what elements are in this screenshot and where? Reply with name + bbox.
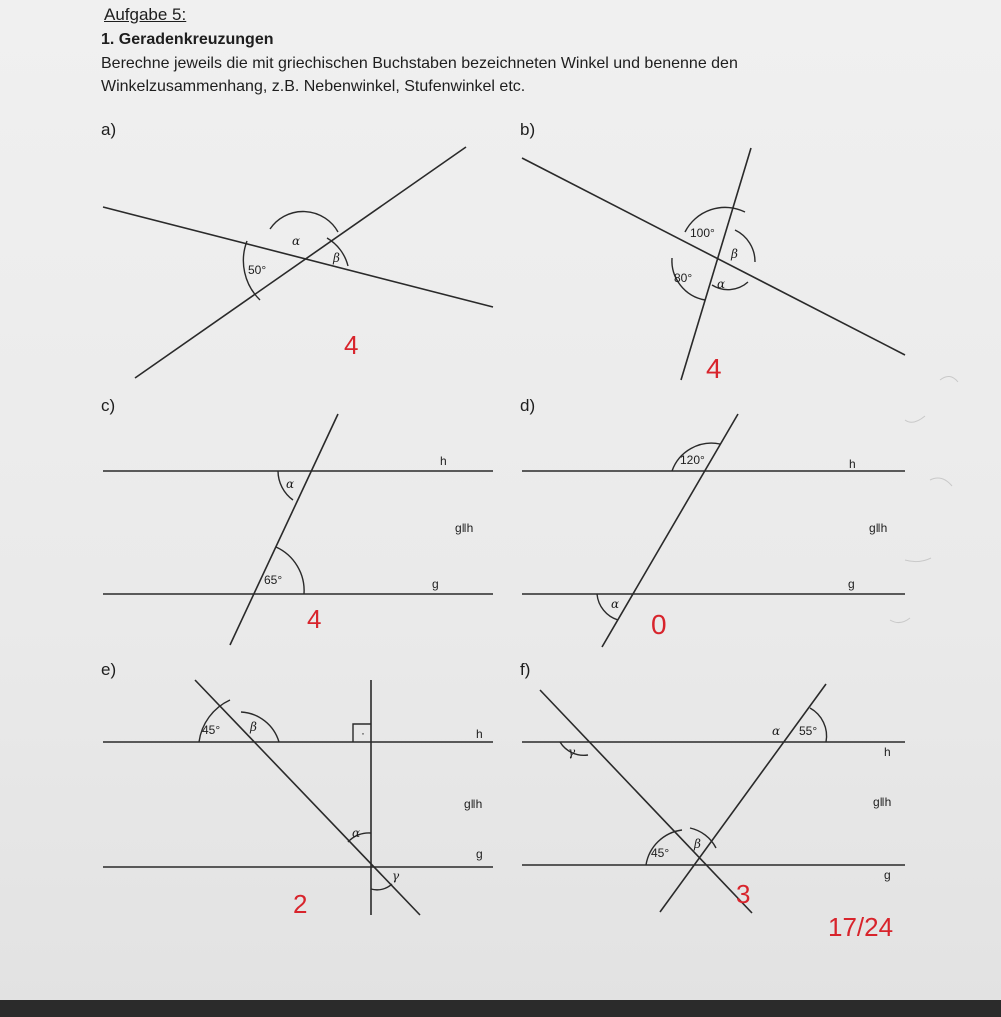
label-c-g: g: [432, 577, 439, 591]
part-d-label: d): [520, 396, 536, 415]
label-d-alpha: α: [611, 597, 620, 611]
label-f-gamma: γ: [568, 745, 576, 759]
arc-e-beta: [241, 712, 279, 742]
figure-d: [522, 414, 905, 647]
label-e-g: g: [476, 847, 483, 861]
label-d-parallel: g‖h: [869, 521, 888, 535]
part-e-label: e): [101, 660, 117, 679]
grade-a: 4: [344, 330, 359, 360]
label-b-beta: β: [731, 247, 738, 261]
label-f-h: h: [884, 745, 891, 759]
grade-c: 4: [307, 604, 322, 634]
label-e-alpha: α: [352, 826, 361, 840]
line-d-transversal: [602, 414, 738, 647]
figure-a: [103, 147, 493, 378]
line-f-diagonal: [540, 690, 752, 913]
instruction-line-2: Winkelzusammenhang, z.B. Nebenwinkel, Stufenwinkel etc.: [101, 78, 526, 95]
figure-b: [522, 148, 905, 384]
label-f-55: 55°: [799, 724, 818, 738]
part-b-label: b): [520, 120, 536, 139]
label-c-alpha: α: [286, 477, 295, 491]
desk-edge: [0, 1000, 1001, 1017]
arc-b-beta: [735, 230, 755, 262]
label-e-beta: β: [250, 720, 257, 734]
label-e-45: 45°: [202, 723, 221, 737]
label-f-45: 45°: [651, 846, 670, 860]
label-f-parallel: g‖h: [873, 795, 892, 809]
label-c-65: 65°: [264, 573, 283, 587]
figure-f: [522, 684, 905, 942]
line-a1: [103, 207, 493, 307]
label-f-alpha: α: [772, 724, 781, 738]
label-c-parallel: g‖h: [455, 521, 474, 535]
label-b-100: 100°: [690, 226, 715, 240]
grade-b: 4: [706, 353, 722, 384]
task-title: Aufgabe 5:: [104, 5, 187, 24]
grade-f: 3: [736, 879, 751, 909]
arc-a-alpha: [270, 211, 338, 232]
label-d-h: h: [849, 457, 856, 471]
label-a-alpha: α: [292, 234, 301, 248]
line-a2: [135, 147, 466, 378]
arc-e-gamma: [371, 884, 392, 890]
label-b-80: 80°: [674, 271, 693, 285]
line-b1: [522, 158, 905, 355]
label-f-beta: β: [694, 837, 701, 851]
label-e-right-angle-dot: ·: [361, 726, 365, 740]
part-c-label: c): [101, 396, 116, 415]
line-f-steep: [660, 684, 826, 912]
line-c-transversal: [230, 414, 338, 645]
label-f-g: g: [884, 868, 891, 882]
label-b-alpha: α: [717, 277, 726, 291]
label-e-h: h: [476, 727, 483, 741]
line-e-diagonal: [195, 680, 420, 915]
grade-e: 2: [293, 889, 308, 919]
instruction-line-1: Berechne jeweils die mit griechischen Buchstaben bezeichneten Winkel und benenne den: [101, 55, 738, 72]
label-c-h: h: [440, 454, 447, 468]
figure-c: [103, 414, 493, 645]
part-a-label: a): [101, 120, 117, 139]
label-d-g: g: [848, 577, 855, 591]
section-title: 1. Geradenkreuzungen: [101, 31, 274, 48]
line-b2: [681, 148, 751, 380]
label-a-beta: β: [333, 251, 340, 265]
figure-e: [103, 680, 493, 919]
label-e-parallel: g‖h: [464, 797, 483, 811]
grade-total: 17/24: [828, 912, 894, 942]
label-a-50: 50°: [248, 263, 267, 277]
label-d-120: 120°: [680, 453, 705, 467]
part-f-label: f): [520, 660, 531, 679]
grade-d: 0: [651, 609, 667, 640]
label-e-gamma: γ: [392, 869, 400, 883]
faint-show-through: [890, 376, 958, 622]
